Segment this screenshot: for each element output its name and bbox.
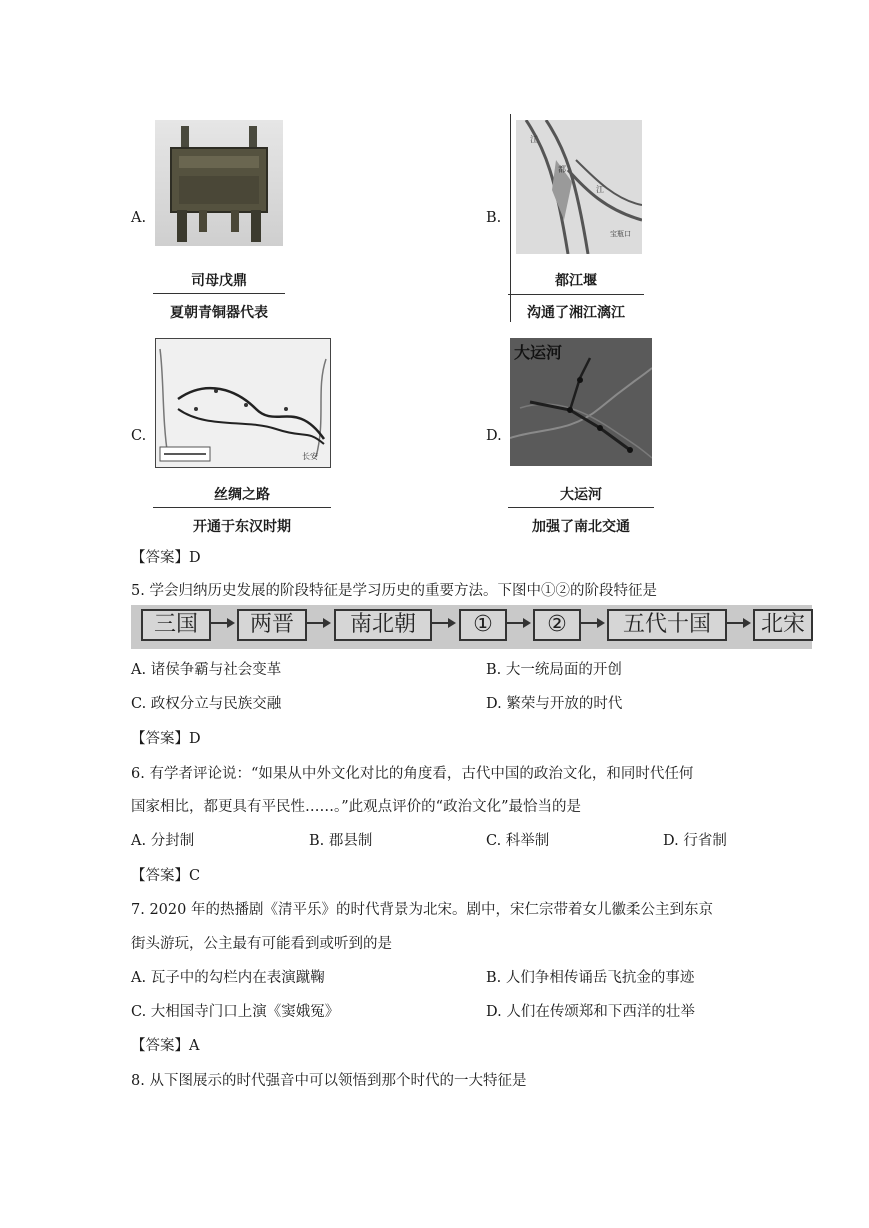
bronze-ding-image <box>155 120 283 246</box>
q5-option-b: B. 大一统局面的开创 <box>486 662 622 678</box>
option-d-figure <box>508 336 654 540</box>
silk-road-map <box>155 338 331 468</box>
flow-step: 两晋 <box>237 609 307 641</box>
flow-step: ② <box>533 609 581 641</box>
divider <box>153 293 285 294</box>
q6-option-c: C. 科举制 <box>486 833 550 849</box>
divider <box>510 114 511 322</box>
option-c-letter: C. <box>131 428 147 444</box>
map-label: 宝瓶口 <box>610 230 631 238</box>
arrow-icon <box>581 622 603 624</box>
q6-option-b: B. 郡县制 <box>309 833 373 849</box>
option-d-desc: 加强了南北交通 <box>532 519 630 535</box>
option-b-title: 都江堰 <box>555 273 597 289</box>
option-d-letter: D. <box>486 428 502 444</box>
option-a-desc: 夏朝青铜器代表 <box>170 305 268 321</box>
q6-option-d: D. 行省制 <box>663 833 727 849</box>
option-b-letter: B. <box>486 210 502 226</box>
answer-5: 【答案】D <box>131 731 201 747</box>
arrow-icon <box>507 622 529 624</box>
q6-option-a: A. 分封制 <box>131 833 195 849</box>
q7-option-d: D. 人们在传颂郑和下西洋的壮举 <box>486 1004 695 1020</box>
flow-step: 南北朝 <box>334 609 432 641</box>
map-label: 江 <box>530 135 538 144</box>
q6-stem-line1: 6. 有学者评论说：“如果从中外文化对比的角度看，古代中国的政治文化，和同时代任何 <box>131 766 694 782</box>
map-label: 长安 <box>302 452 318 461</box>
option-a-title: 司母戊鼎 <box>191 273 247 289</box>
q5-option-d: D. 繁荣与开放的时代 <box>486 696 623 712</box>
option-c-figure <box>153 336 331 540</box>
flow-step: 三国 <box>141 609 211 641</box>
arrow-icon <box>432 622 454 624</box>
dujiangyan-map <box>516 120 642 254</box>
q6-stem-line2: 国家相比，都更具有平民性……。”此观点评价的“政治文化”最恰当的是 <box>131 799 581 815</box>
q7-option-b: B. 人们争相传诵岳飞抗金的事迹 <box>486 970 695 986</box>
flow-step: 五代十国 <box>607 609 727 641</box>
arrow-icon <box>211 622 233 624</box>
q8-stem: 8. 从下图展示的时代强音中可以领悟到那个时代的一大特征是 <box>131 1073 527 1089</box>
option-d-title: 大运河 <box>560 487 602 503</box>
map-label: 江 <box>596 185 604 194</box>
option-a-figure <box>153 118 285 323</box>
option-b-desc: 沟通了湘江漓江 <box>527 305 625 321</box>
q5-option-a: A. 诸侯争霸与社会变革 <box>131 662 282 678</box>
q7-option-a: A. 瓦子中的勾栏内在表演蹴鞠 <box>131 970 325 986</box>
dynasty-flow-diagram <box>131 605 812 649</box>
q5-stem: 5. 学会归纳历史发展的阶段特征是学习历史的重要方法。下图中①②的阶段特征是 <box>131 583 657 599</box>
arrow-icon <box>307 622 329 624</box>
map-label: 都 <box>558 165 566 174</box>
q5-option-c: C. 政权分立与民族交融 <box>131 696 282 712</box>
option-a-letter: A. <box>131 210 147 226</box>
grand-canal-map <box>510 338 652 466</box>
q7-stem-line2: 街头游玩，公主最有可能看到或听到的是 <box>131 936 392 952</box>
divider <box>508 507 654 508</box>
arrow-icon <box>727 622 749 624</box>
q7-option-c: C. 大相国寺门口上演《窦娥冤》 <box>131 1004 340 1020</box>
option-b-figure <box>508 114 644 324</box>
option-c-desc: 开通于东汉时期 <box>193 519 291 535</box>
answer-7: 【答案】A <box>131 1038 200 1054</box>
divider <box>153 507 331 508</box>
flow-step: 北宋 <box>753 609 813 641</box>
answer-6: 【答案】C <box>131 868 201 884</box>
divider <box>508 294 644 295</box>
answer-4: 【答案】D <box>131 550 201 566</box>
option-c-title: 丝绸之路 <box>214 487 270 503</box>
flow-step: ① <box>459 609 507 641</box>
map-title: 大运河 <box>514 343 563 362</box>
q7-stem-line1: 7. 2020 年的热播剧《清平乐》的时代背景为北宋。剧中，宋仁宗带着女儿徽柔公主到东京 <box>131 902 713 918</box>
